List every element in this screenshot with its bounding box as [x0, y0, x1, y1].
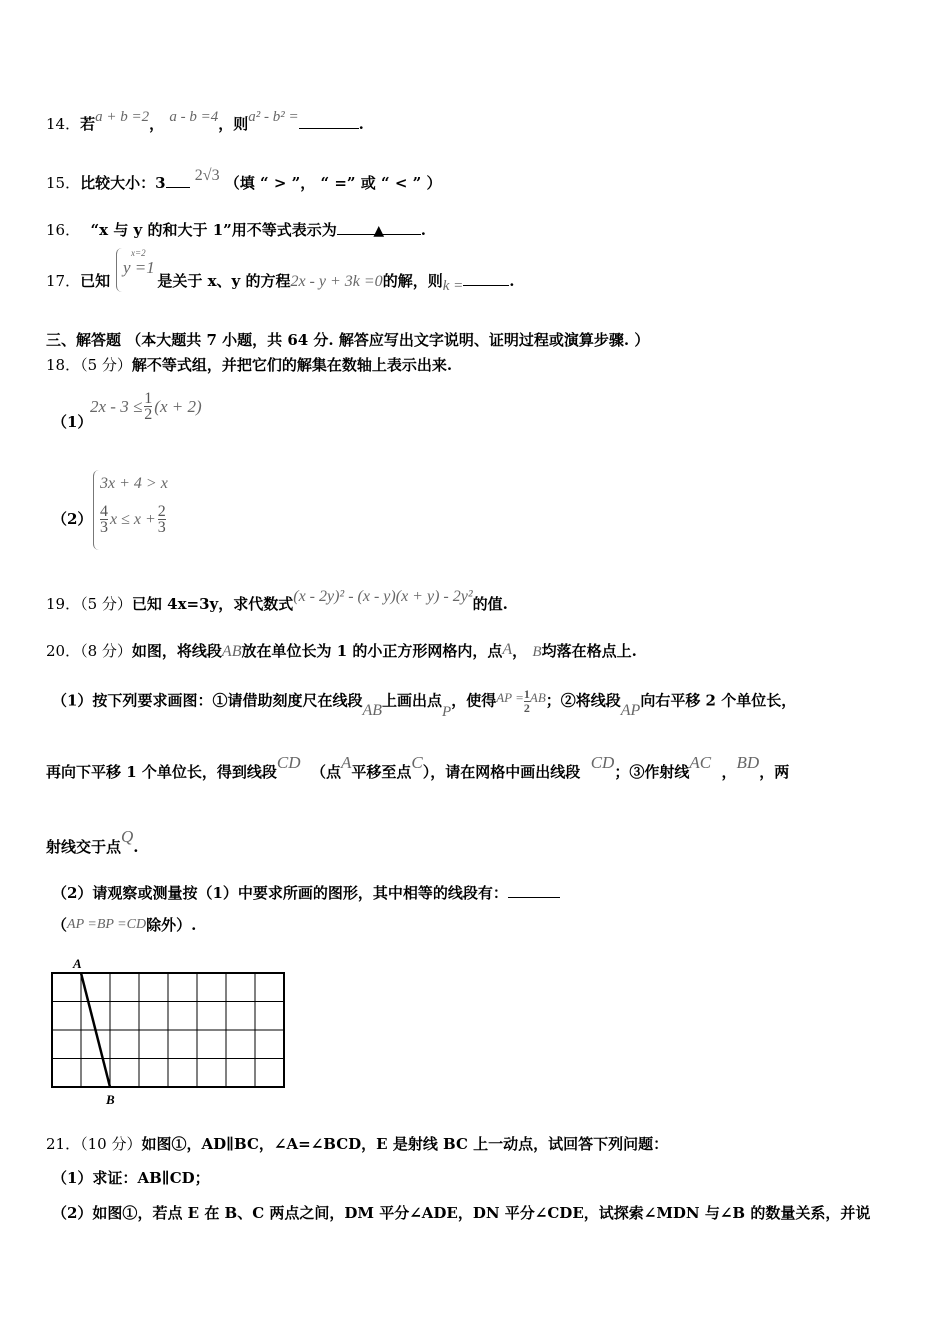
- q17-answer-blank[interactable]: [463, 271, 509, 286]
- q20-p2-answer-blank[interactable]: [508, 883, 560, 898]
- q20-l2-cd2: CD: [590, 753, 615, 772]
- q18-p1-right: (x + 2): [154, 396, 202, 416]
- q21-number: 21．: [46, 1135, 81, 1153]
- q21-part1: （1）求证：AB∥CD；: [52, 1169, 210, 1187]
- q18-p2-system: [93, 470, 194, 550]
- q20-text1: 如图，将线段: [131, 642, 222, 660]
- q20-b: B: [532, 644, 542, 660]
- q18-p1-label: （1）: [52, 413, 93, 431]
- q17-mid: 是关于 x、y 的方程: [157, 272, 291, 290]
- q17-prefix: 已知: [80, 272, 111, 290]
- q14-eq1: a + b =2: [95, 109, 150, 125]
- q20-a: A: [502, 641, 513, 658]
- q18-p1-frac-num: 1: [144, 390, 153, 407]
- q18-p2-frac2-den: 3: [157, 519, 166, 536]
- q19-end: 的值.: [472, 595, 508, 613]
- q14-answer-blank[interactable]: [299, 114, 359, 129]
- question-14: [46, 109, 364, 135]
- point-a-label: A: [73, 956, 82, 971]
- q20-text2: 放在单位长为 1 的小正方形网格内，点: [241, 642, 503, 660]
- q15-answer-blank[interactable]: [166, 173, 190, 188]
- q20-l2-C: C: [411, 753, 423, 772]
- q20-p1-ab: AB: [362, 701, 382, 719]
- q18-p1-left: 2x - 3 ≤: [90, 396, 143, 416]
- q14-sep: ，: [149, 115, 165, 133]
- q19-number: 19．: [46, 595, 81, 613]
- q20-part2-note: [52, 915, 196, 937]
- q17-equation: 2x - y + 3k =0: [290, 273, 383, 290]
- q20-part2: [52, 883, 560, 903]
- q20-p1-p: P: [442, 703, 452, 720]
- q20-p1-e: 向右平移 2 个单位长，: [640, 691, 797, 710]
- q20-l2-c: 平移至点: [351, 763, 412, 781]
- q19-score: （5 分）: [80, 595, 132, 613]
- q17-system: [116, 248, 163, 292]
- q17-k: k =: [442, 278, 464, 294]
- q15-text: 比较大小：3: [80, 174, 166, 192]
- q17-sys-top: x=2: [131, 248, 146, 258]
- q17-end: .: [509, 272, 515, 290]
- q17-post: 的解，则: [382, 272, 443, 290]
- q20-l2-e: ；③作射线: [614, 763, 690, 781]
- q20-l2-a: 再向下平移 1 个单位长，得到线段: [46, 763, 277, 781]
- q20-l2-A: A: [340, 753, 352, 772]
- q20-part1-line3: [46, 827, 139, 857]
- q20-p1-c: ，使得: [451, 691, 497, 710]
- q15-sqrt: 2√3: [194, 167, 220, 184]
- q18-p1-inequality: [90, 391, 202, 422]
- q14-number: 14．: [46, 115, 81, 133]
- q16-end: .: [420, 221, 427, 239]
- q15-number: 15．: [46, 174, 81, 192]
- q17-number: 17．: [46, 272, 81, 290]
- q18-text: 解不等式组，并把它们的解集在数轴上表示出来.: [131, 356, 453, 374]
- question-19: [46, 588, 508, 615]
- q20-l2-d: ），请在网格中画出线段: [422, 763, 581, 781]
- q20-p1-ap2: AP: [620, 701, 641, 719]
- q20-l2-ac: AC: [689, 753, 712, 772]
- q20-p2-eq: AP =BP =CD: [67, 917, 147, 932]
- q20-p1-ab2: AB: [529, 689, 546, 705]
- grid-lines: [52, 973, 284, 1087]
- q20-score: （8 分）: [80, 642, 132, 660]
- q20-l2-cd: CD: [276, 753, 301, 772]
- q18-score: （5 分）: [80, 356, 132, 374]
- q18-p2-line1: 3x + 4 > x: [100, 475, 168, 492]
- q20-l3-end: .: [133, 838, 139, 856]
- q18-p1-frac-den: 2: [144, 406, 153, 423]
- q18-p2-fraction1: [100, 504, 108, 535]
- q18-number: 18．: [46, 356, 81, 374]
- q17-sys-bottom: y =1: [123, 258, 155, 277]
- section-3-title: 三、解答题 （本大题共 7 小题，共 64 分. 解答应写出文字说明、证明过程或演算步骤. ）: [46, 331, 650, 349]
- q16-number: 16．: [46, 221, 81, 239]
- q20-part1-line1: [52, 687, 797, 720]
- q20-l3-a: 射线交于点: [46, 838, 122, 856]
- q19-text: 已知 4x=3y，求代数式: [131, 595, 294, 613]
- question-20: [46, 641, 637, 662]
- grid-figure: [40, 950, 300, 1110]
- triangle-icon: ▲: [373, 223, 385, 239]
- q20-p1-ap: AP =: [496, 689, 524, 705]
- q20-l3-q: Q: [121, 827, 134, 846]
- q19-expression: (x - 2y)² - (x - y)(x + y) - 2y²: [293, 588, 473, 605]
- q20-l2-bd: BD: [736, 753, 760, 772]
- q18-part1: [52, 412, 92, 432]
- q15-tail: （填 “ > ”， “ =” 或 “ < ” ）: [224, 174, 442, 192]
- q20-ab: AB: [221, 643, 242, 660]
- q20-p1-b: 上画出点: [382, 691, 443, 710]
- q20-l2-f: ，两: [759, 763, 790, 781]
- q16-answer-blank[interactable]: [337, 220, 421, 239]
- q14-eq2: a - b =4: [169, 109, 219, 125]
- q18-p1-fraction: [144, 391, 152, 422]
- point-b-label: B: [106, 1092, 115, 1107]
- q18-p2-frac-num: 4: [100, 503, 108, 520]
- q16-text: “x 与 y 的和大于 1”用不等式表示为: [90, 221, 337, 239]
- question-16: [46, 220, 426, 240]
- q21-score: （10 分）: [80, 1135, 142, 1153]
- q20-part1-line2: [46, 753, 790, 782]
- q21-text: 如图①，AD∥BC，∠A=∠BCD，E 是射线 BC 上一动点，试回答下列问题：: [141, 1135, 669, 1153]
- q21-part2: （2）如图①，若点 E 在 B、C 两点之间，DM 平分∠ADE，DN 平分∠CDE，试探索∠MDN 与∠B 的数量关系，并说: [52, 1204, 871, 1222]
- q20-p2-b1: （: [52, 916, 68, 934]
- q18-p2-mid: x ≤ x +: [110, 510, 156, 528]
- q18-p2-frac2-num: 2: [157, 503, 166, 520]
- q14-expr: a² - b² =: [248, 109, 299, 125]
- q20-comma: ，: [512, 642, 528, 660]
- q20-p1-d: ；②将线段: [545, 691, 621, 710]
- question-18: [46, 355, 452, 375]
- q14-end: .: [358, 115, 364, 133]
- q18-p2-fraction2: [158, 504, 166, 535]
- q20-p1-frac-den: 2: [523, 701, 530, 715]
- question-21: [46, 1134, 668, 1154]
- q18-p2-label: （2）: [52, 510, 93, 528]
- q20-l2-comma: ，: [721, 763, 737, 781]
- q20-p2-b2: 除外）.: [146, 916, 197, 934]
- q14-then: ，则: [218, 115, 249, 133]
- q14-prefix: 若: [80, 115, 96, 133]
- q20-p2-a: （2）请观察或测量按（1）中要求所画的图形，其中相等的线段有：: [52, 884, 508, 902]
- q20-number: 20．: [46, 642, 81, 660]
- q20-p1-fraction: [524, 688, 530, 715]
- q18-part2: [52, 509, 92, 529]
- q18-p2-frac-den: 3: [100, 519, 108, 536]
- question-15: [46, 167, 442, 194]
- q20-l2-b: （点: [310, 763, 341, 781]
- q20-p1-a: （1）按下列要求画图：①请借助刻度尺在线段: [52, 691, 363, 710]
- q20-p1-frac-num: 1: [523, 687, 530, 701]
- q20-text3: 均落在格点上.: [541, 642, 637, 660]
